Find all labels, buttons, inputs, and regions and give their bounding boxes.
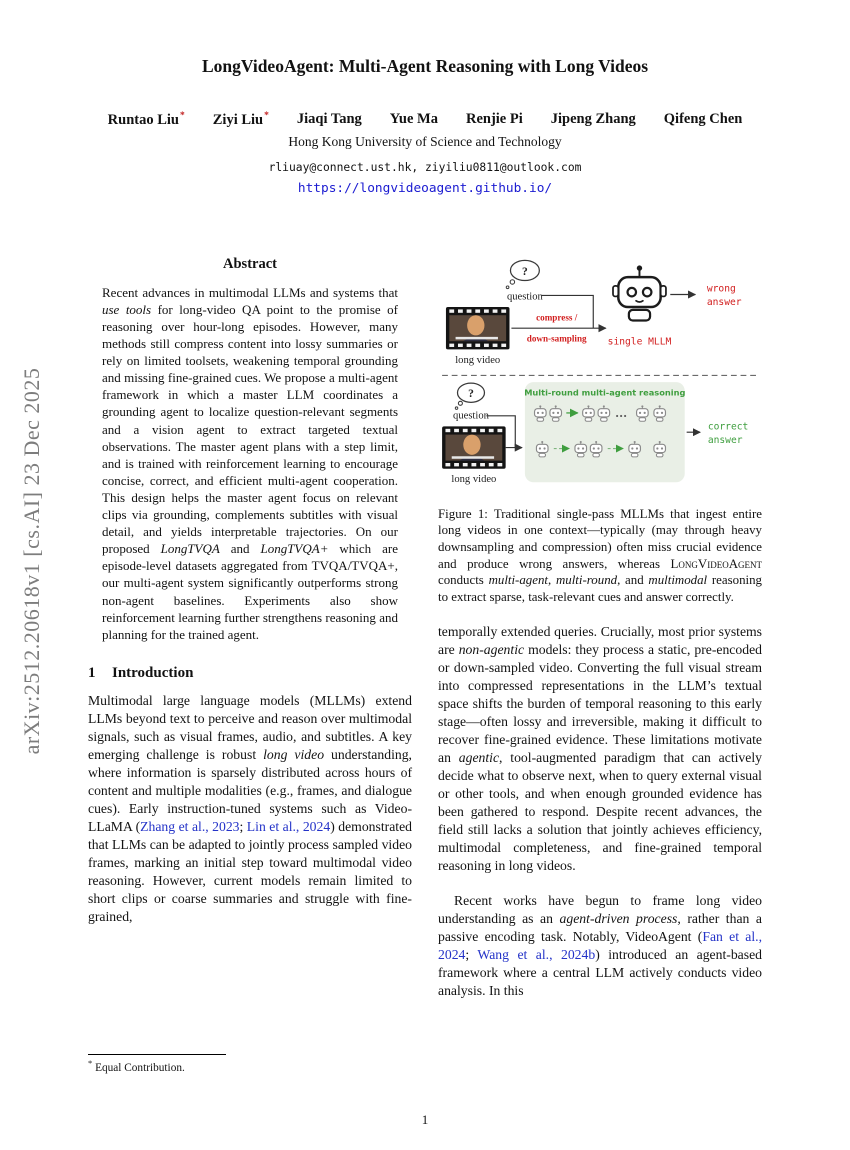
long-video-label-2: long video (451, 474, 497, 486)
figure-1-canvas (438, 256, 762, 489)
ellipsis: ... (615, 407, 628, 420)
author-footnote-mark: * (264, 111, 269, 121)
italic-text: use tools (102, 301, 152, 317)
figure-bottom-row (442, 382, 748, 485)
footnote-text: * Equal Contribution. (88, 1058, 185, 1074)
question-label-2: question (453, 410, 489, 422)
italic-text: long video (263, 746, 325, 762)
citation-link[interactable]: Lin et al., 2024 (246, 818, 331, 834)
long-video-label: long video (455, 354, 501, 366)
svg-text:answer: answer (706, 296, 742, 308)
abstract-text: Recent advances in multimodal LLMs and systems that use tools for long-video QA point to the promise of reasoning over hour-long episodes. However, many methods still compress content into lossy summaries or rely on limited toolsets, weakening temporal grounding and missing fine-grained cues. We propose a multi-agent framework in which a master LLM coordinates a grounding agent to localize question-relevant segments and a vision agent to extract targeted textual observations. The master agent plans with a step limit, and is trained with reinforcement learning to encourage concise, correct, and efficient multi-agent cooperation. This design helps the master agent focus on relevant clips via grounding, complements subtitles with visual detail, and yields interpretable trajectories. On our proposed LongTVQA and LongTVQA+ which are episode-level datasets aggregated from TVQA/TVQA+, our multi-agent system significantly outperforms strong non-agent baselines. Experiments also show reinforcement learning further strengthens reasoning and planning for the trained agent. (102, 284, 398, 642)
right-column (438, 256, 762, 1074)
figure-top-row (446, 260, 742, 366)
svg-text:answer: answer (707, 434, 743, 446)
two-column-body (88, 256, 762, 1074)
single-mllm-label: single MLLM (607, 336, 672, 348)
figure-1-caption: Figure 1: Traditional single-pass MLLMs that ingest entire long videos in one context—typically (may through heavy downsampling and compression) often miss crucial evidence and produce wrong answers, whereas LongVideoAgent conducts multi-agent, multi-round, and multimodal reasoning to extract sparse, task-relevant cues and answer correctly. (438, 506, 762, 605)
svg-text:?: ? (522, 265, 528, 278)
figure-1 (438, 256, 762, 494)
author-name: Jiaqi Tang (296, 111, 362, 127)
author-name: Ziyi Liu* (212, 111, 269, 128)
project-url-link[interactable]: https://longvideoagent.github.io/ (297, 180, 553, 196)
author-name: Yue Ma (389, 111, 438, 127)
section-title: Introduction (112, 664, 194, 681)
italic-text: multimodal (648, 573, 708, 588)
section-number: 1 (88, 664, 96, 681)
italic-text: multi-round (555, 573, 618, 588)
long-video-thumbnail-2 (442, 426, 506, 468)
affiliation: Hong Kong University of Science and Technology (288, 133, 562, 149)
section-heading-introduction (88, 665, 412, 682)
long-video-thumbnail (446, 307, 510, 349)
right-paragraph-1: temporally extended queries. Crucially, most prior systems are non-agentic models: they process a static, pre-encoded or down-sampled video. Converting the full visual stream into compressed representations in the LLM’s textual space shifts the burden of temporal reasoning to this early stage—often lossy and irreversible, making it difficult to recover fine-grained evidence. These limitations motivate an agentic, tool-augmented paradigm that can actively decide what to observe next, when to query external visual or other tools, and when enough grounded evidence has been gathered to respond. Despite recent advances, the field still lacks a solution that jointly achieves efficiency, multimodal completeness, and fine-grained temporal reasoning in long videos. (438, 623, 763, 873)
footnote-mark: * (88, 1058, 93, 1069)
author-name: Jipeng Zhang (550, 111, 636, 127)
author-emails: rliuay@connect.ust.hk, ziyiliu0811@outlook.com (268, 160, 582, 174)
intro-paragraph: Multimodal large language models (MLLMs) extend LLMs beyond text to perceive and reason over multimodal signals, such as visual frames, audio, and subtitles. A key emerging challenge is robust long video understanding, where information is sparsely distributed across hours of content and multiple modalities (e.g., frames, and dialogue cues). Early instruction-tuned systems such as Video-LLaMA (Zhang et al., 2023; Lin et al., 2024) demonstrated that LLMs can be adapted to jointly process sampled video frames, marking an initial step toward multimodal video reasoning. However, current models remain limited to short clips or coarse summaries and struggle with fine-grained, (88, 692, 412, 924)
multi-agent-box-title: Multi-round multi-agent reasoning (524, 387, 686, 398)
question-label: question (506, 291, 543, 303)
italic-text: LongTVQA+ (260, 541, 329, 557)
author-footnote-mark: * (180, 111, 185, 121)
single-mllm-robot-icon (613, 265, 666, 320)
smallcaps-text: LongVideoAgent (670, 556, 762, 571)
citation-link[interactable]: Wang et al., 2024b (477, 946, 596, 962)
svg-text:?: ? (468, 387, 474, 400)
paper-header (0, 0, 850, 196)
citation-link[interactable]: Zhang et al., 2023 (140, 818, 240, 834)
italic-text: agent-driven process (559, 910, 678, 926)
thought-bubble-icon (506, 260, 539, 288)
paper-title: LongVideoAgent: Multi-Agent Reasoning with Long Videos (201, 56, 649, 76)
author-line (0, 111, 850, 129)
thought-bubble-icon-2 (455, 383, 484, 409)
abstract-heading: Abstract (223, 255, 277, 272)
page-number: 1 (421, 1112, 429, 1127)
correct-answer-label: correct (707, 421, 749, 433)
author-name: Qifeng Chen (663, 111, 743, 127)
author-name: Runtao Liu* (107, 111, 185, 128)
citation-link[interactable]: Fan et al., 2024 (438, 928, 763, 962)
left-column (88, 256, 412, 1074)
italic-text: agentic (458, 749, 500, 765)
downsampling-label: down-sampling (526, 333, 587, 344)
italic-text: LongTVQA (160, 541, 220, 557)
author-name: Renjie Pi (465, 111, 523, 127)
wrong-answer-label: wrong (706, 283, 736, 295)
italic-text: non-agentic (458, 641, 525, 657)
italic-text: multi-agent (488, 573, 548, 588)
right-paragraph-2: Recent works have begun to frame long video understanding as an agent-driven process, rather than a passive encoding task. Notably, VideoAgent (Fan et al., 2024; Wang et al., 2024b) introduced an agent-based framework where a central LLM actively conducts video analysis. In this (438, 892, 763, 998)
compress-label: compress / (536, 312, 578, 323)
footnote (88, 1054, 412, 1074)
arxiv-watermark: arXiv:2512.20618v1 [cs.AI] 23 Dec 2025 (19, 367, 44, 755)
footnote-rule (88, 1054, 226, 1055)
